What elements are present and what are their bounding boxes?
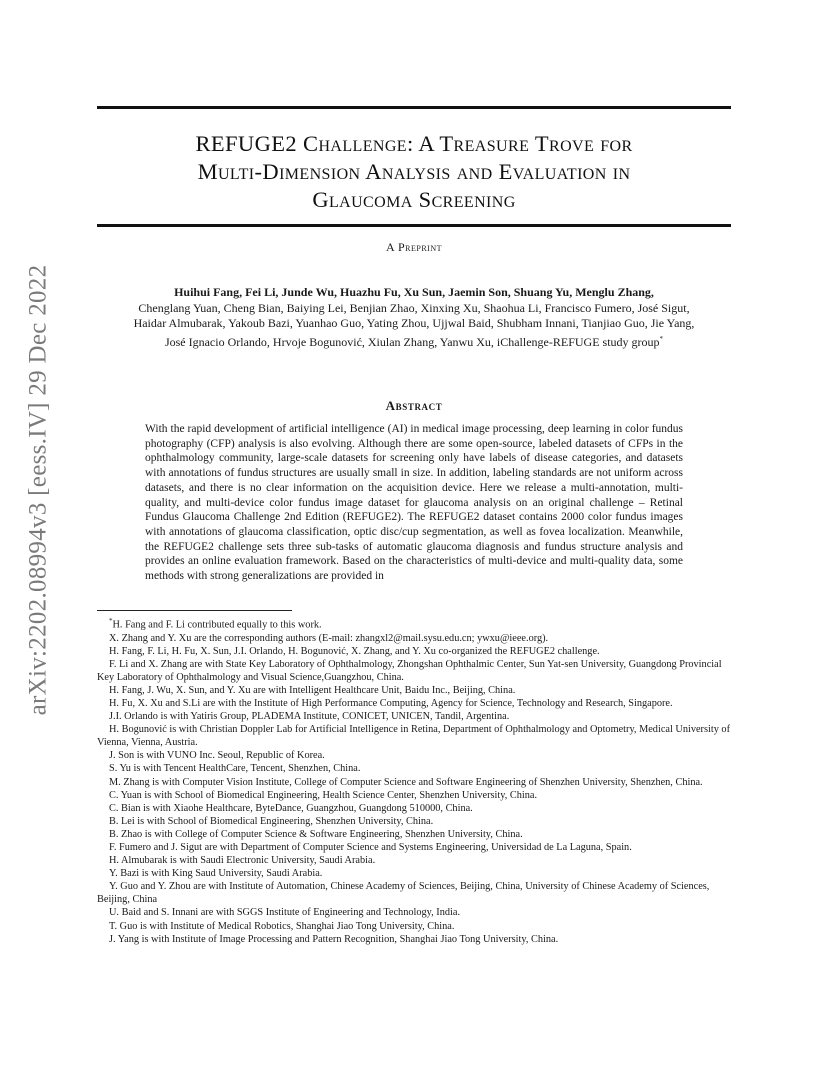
title-bottom-rule — [97, 224, 731, 227]
footnote: H. Bogunović is with Christian Doppler Lab for Artificial Intelligence in Retina, Department of Ophthalmology and Optometry, Medical University of Vienna, Vienna, Austria. — [97, 724, 731, 749]
footnote-rule — [97, 610, 292, 611]
footnote: C. Yuan is with School of Biomedical Engineering, Health Science Center, Shenzhen University, China. — [109, 789, 538, 801]
arxiv-identifier-text: arXiv:2202.08994v3 [eess.IV] 29 Dec 2022 — [24, 264, 52, 716]
abstract-text: With the rapid development of artificial intelligence (AI) in medical image processing, deep learning in color fundus photography (CFP) analysis is also evolving. Although there are some open-source, labeled datasets of CFPs in the ophthalmology community, large-scale datasets for screening only have labels of disease categories, and datasets with annotations of fundus structures are usually small in size. In addition, labeling standards are not uniform across datasets, and there is no clear information on the acquisition device. Here we release a multi-annotation, multi-quality, and multi-device color fundus image dataset for glaucoma analysis on an original challenge – Retinal Fundus Glaucoma Challenge 2nd Edition (REFUGE2). The REFUGE2 dataset contains 2000 color fundus images with annotations of glaucoma classification, optic disc/cup segmentation, as well as fovea localization. Meanwhile, the REFUGE2 challenge sets three sub-tasks of automatic glaucoma diagnosis and fundus structure analysis and provides an online evaluation framework. Based on the characteristics of multi-device and multi-quality data, some methods with strong generalizations are provided in — [145, 423, 683, 583]
abstract-heading: Abstract — [385, 398, 443, 413]
author-line: Haidar Almubarak, Yakoub Bazi, Yuanhao Guo, Yating Zhou, Ujjwal Baid, Shubham Innani, Tianjiao Guo, Jie Yang, — [133, 316, 695, 330]
footnote: H. Fang, F. Li, H. Fu, X. Sun, J.I. Orlando, H. Bogunović, X. Zhang, and Y. Xu co-organized the REFUGE2 challenge. — [109, 645, 600, 657]
footnote: B. Zhao is with College of Computer Science & Software Engineering, Shenzhen University, China. — [109, 828, 523, 840]
footnote: M. Zhang is with Computer Vision Institute, College of Computer Science and Software Engineering of Shenzhen University, Shenzhen, China. — [109, 776, 703, 788]
footnote: F. Li and X. Zhang are with State Key Laboratory of Ophthalmology, Zhongshan Ophthalmic Center, Sun Yat-sen University, Guangdong Provincial Key Laboratory of Ophthalmology and Visual Science,Guangzhou, China. — [97, 658, 722, 683]
footnote: H. Almubarak is with Saudi Electronic University, Saudi Arabia. — [109, 855, 376, 867]
footnote: H. Fang, J. Wu, X. Sun, and Y. Xu are with Intelligent Healthcare Unit, Baidu Inc., Beijing, China. — [109, 684, 516, 696]
footnote — [97, 615, 733, 632]
footnote: H. Fu, X. Xu and S.Li are with the Institute of High Performance Computing, Agency for Science, Technology and Research, Singapore. — [109, 697, 673, 709]
footnote: F. Fumero and J. Sigut are with Department of Computer Science and Systems Engineering, Universidad de La Laguna, Spain. — [109, 842, 632, 854]
footnote: S. Yu is with Tencent HealthCare, Tencent, Shenzhen, China. — [109, 763, 361, 775]
footnote: Y. Bazi is with King Saud University, Saudi Arabia. — [109, 868, 323, 880]
footnote: B. Lei is with School of Biomedical Engineering, Shenzhen University, China. — [109, 815, 434, 827]
title-top-rule — [97, 106, 731, 109]
author-line: Chenglang Yuan, Cheng Bian, Baiying Lei, Benjian Zhao, Xinxing Xu, Shaohua Li, Francisco Fumero, José Sigut, — [138, 300, 690, 315]
author-line — [90, 332, 738, 351]
footnote: U. Baid and S. Innani are with SGGS Institute of Engineering and Technology, India. — [109, 907, 461, 919]
title-line: Multi-Dimension Analysis and Evaluation in — [197, 159, 631, 184]
author-line-text: José Ignacio Orlando, Hrvoje Bogunović, Xiulan Zhang, Yanwu Xu, iChallenge-REFUGE study group — [164, 334, 660, 349]
arxiv-identifier-stamp — [18, 264, 58, 716]
title-line: Glaucoma Screening — [312, 187, 516, 212]
footnote: C. Bian is with Xiaohe Healthcare, ByteDance, Guangzhou, Guangdong 510000, China. — [109, 802, 473, 814]
footnote: T. Guo is with Institute of Medical Robotics, Shanghai Jiao Tong University, China. — [109, 920, 455, 932]
title-line: REFUGE2 Challenge: A Treasure Trove for — [195, 131, 633, 156]
author-line: Huihui Fang, Fei Li, Junde Wu, Huazhu Fu, Xu Sun, Jaemin Son, Shuang Yu, Menglu Zhang, — [174, 285, 654, 299]
preprint-label: A Preprint — [385, 240, 442, 254]
footnote: Y. Guo and Y. Zhou are with Institute of Automation, Chinese Academy of Sciences, Beijing, China, University of Chinese Academy of Sciences, Beijing, China — [97, 881, 710, 906]
paper-title — [97, 130, 731, 214]
footnote: X. Zhang and Y. Xu are the corresponding authors (E-mail: zhangxl2@mail.sysu.edu.cn; ywxu@ieee.org). — [109, 632, 549, 644]
footnote: J. Son is with VUNO Inc. Seoul, Republic of Korea. — [109, 750, 325, 762]
author-list — [90, 285, 738, 350]
author-footnote-marker: * — [659, 334, 664, 343]
footnote-marker: * — [109, 617, 113, 625]
footnote-text: H. Fang and F. Li contributed equally to this work. — [112, 619, 322, 631]
footnote: J. Yang is with Institute of Image Processing and Pattern Recognition, Shanghai Jiao Tong University, China. — [109, 933, 559, 945]
footnotes — [97, 615, 733, 946]
footnote: J.I. Orlando is with Yatiris Group, PLADEMA Institute, CONICET, UNICEN, Tandil, Argentina. — [109, 711, 510, 723]
